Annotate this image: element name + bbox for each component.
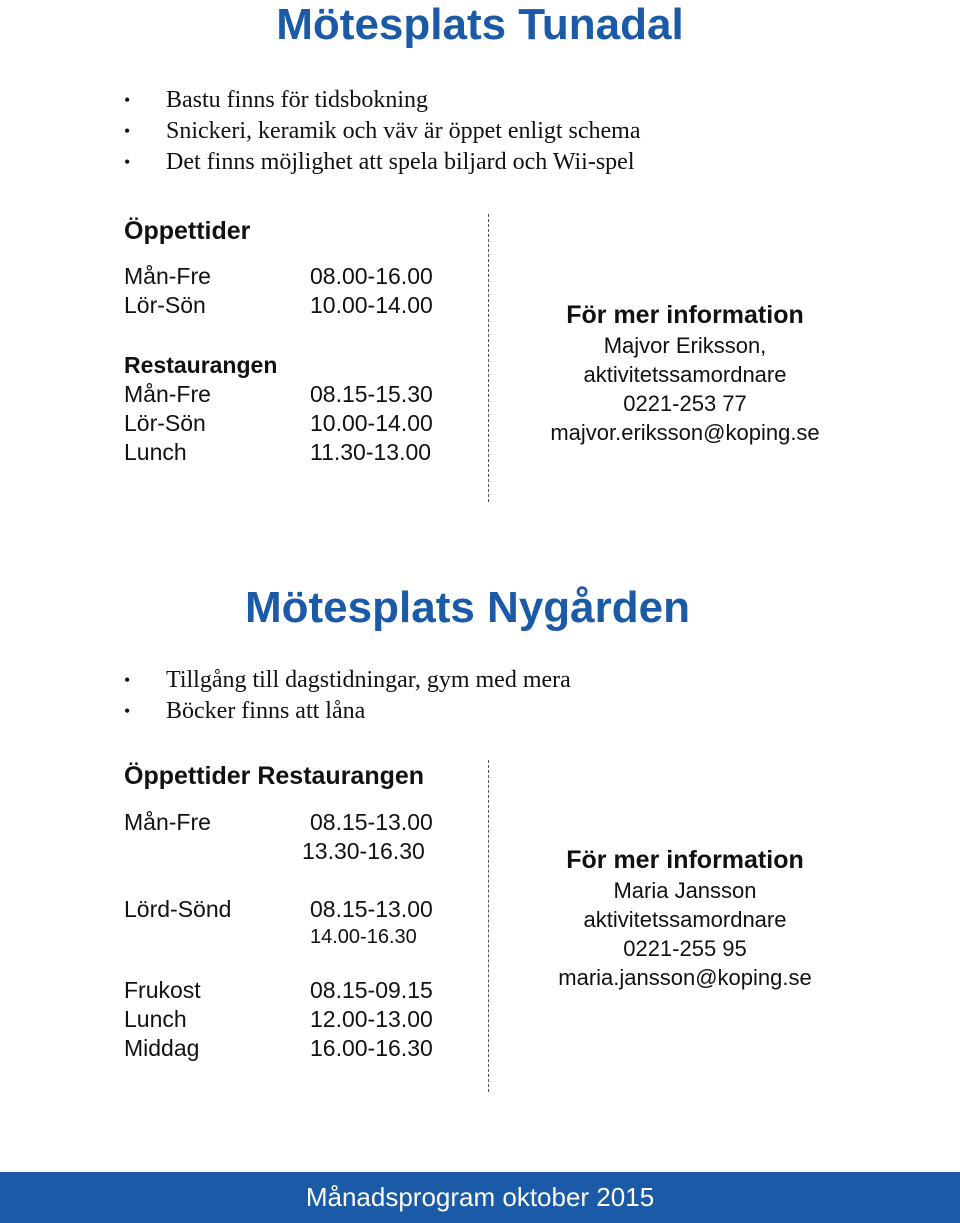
day-label: Lör-Sön xyxy=(124,410,206,436)
table-row xyxy=(124,1034,524,1063)
day-label: Mån-Fre xyxy=(124,263,211,289)
table-row xyxy=(124,1005,524,1034)
time-value: 13.30-16.30 xyxy=(302,838,425,864)
contact-phone: 0221-255 95 xyxy=(623,936,747,961)
table-row xyxy=(124,808,524,837)
list-item: • Det finns möjlighet att spela biljard och Wii-spel xyxy=(124,147,641,178)
section2-title: Mötesplats Nygården xyxy=(245,583,690,632)
list-item: • Bastu finns för tidsbokning xyxy=(124,85,641,116)
time-value: 08.15-13.00 xyxy=(310,896,433,922)
table-row xyxy=(124,895,524,924)
day-label: Mån-Fre xyxy=(124,809,211,835)
day-label: Lunch xyxy=(124,1006,187,1032)
contact-role: aktivitetssamordnare xyxy=(583,362,787,387)
contact-name: Maria Jansson xyxy=(613,878,757,903)
table-row xyxy=(124,291,524,320)
day-label: Lunch xyxy=(124,439,187,465)
day-label: Middag xyxy=(124,1035,200,1061)
section2-bullet-list xyxy=(124,665,571,727)
section1-info xyxy=(500,299,870,447)
section1-divider xyxy=(488,214,489,502)
contact-email: maria.jansson@koping.se xyxy=(558,965,812,990)
day-label: Lör-Sön xyxy=(124,292,206,318)
section1-hours-table xyxy=(124,262,524,502)
table-row xyxy=(124,438,524,467)
contact-role: aktivitetssamordnare xyxy=(583,907,787,932)
table-row xyxy=(124,380,524,409)
info-heading: För mer information xyxy=(566,846,804,874)
list-item: • Tillgång till dagstidningar, gym med mera xyxy=(124,665,571,696)
section2-hours-heading: Öppettider Restaurangen xyxy=(124,762,425,790)
table-row xyxy=(124,923,524,952)
footer-text: Månadsprogram oktober 2015 xyxy=(305,1182,655,1212)
day-label: Frukost xyxy=(124,977,201,1003)
table-row xyxy=(124,976,524,1005)
section1-hours-heading: Öppettider xyxy=(124,217,251,245)
table-row xyxy=(124,837,524,866)
list-item: • Snickeri, keramik och väv är öppet enligt schema xyxy=(124,116,641,147)
time-value: 10.00-14.00 xyxy=(310,292,433,318)
contact-name: Majvor Eriksson, xyxy=(603,333,767,358)
info-heading: För mer information xyxy=(566,301,804,329)
time-value: 16.00-16.30 xyxy=(310,1035,433,1061)
table-row xyxy=(124,262,524,291)
section2-info xyxy=(500,844,870,992)
table-row xyxy=(124,409,524,438)
time-value: 12.00-13.00 xyxy=(310,1006,433,1032)
list-item: • Böcker finns att låna xyxy=(124,696,571,727)
day-label: Mån-Fre xyxy=(124,381,211,407)
time-value: 08.15-15.30 xyxy=(310,381,433,407)
time-value: 11.30-13.00 xyxy=(310,439,432,465)
section1-title: Mötesplats Tunadal xyxy=(276,0,684,49)
footer-banner xyxy=(0,1172,960,1223)
contact-phone: 0221-253 77 xyxy=(623,391,747,416)
section2-hours-table xyxy=(124,808,524,1078)
section2-divider xyxy=(488,760,489,1092)
time-value: 10.00-14.00 xyxy=(310,410,433,436)
time-value: 14.00-16.30 xyxy=(310,926,417,948)
time-value: 08.00-16.00 xyxy=(310,263,433,289)
time-value: 08.15-09.15 xyxy=(310,977,433,1003)
section1-bullet-list xyxy=(124,85,641,178)
restaurant-heading: Restaurangen xyxy=(124,352,278,378)
day-label: Lörd-Sönd xyxy=(124,896,232,922)
time-value: 08.15-13.00 xyxy=(310,809,433,835)
contact-email: majvor.eriksson@koping.se xyxy=(550,420,820,445)
